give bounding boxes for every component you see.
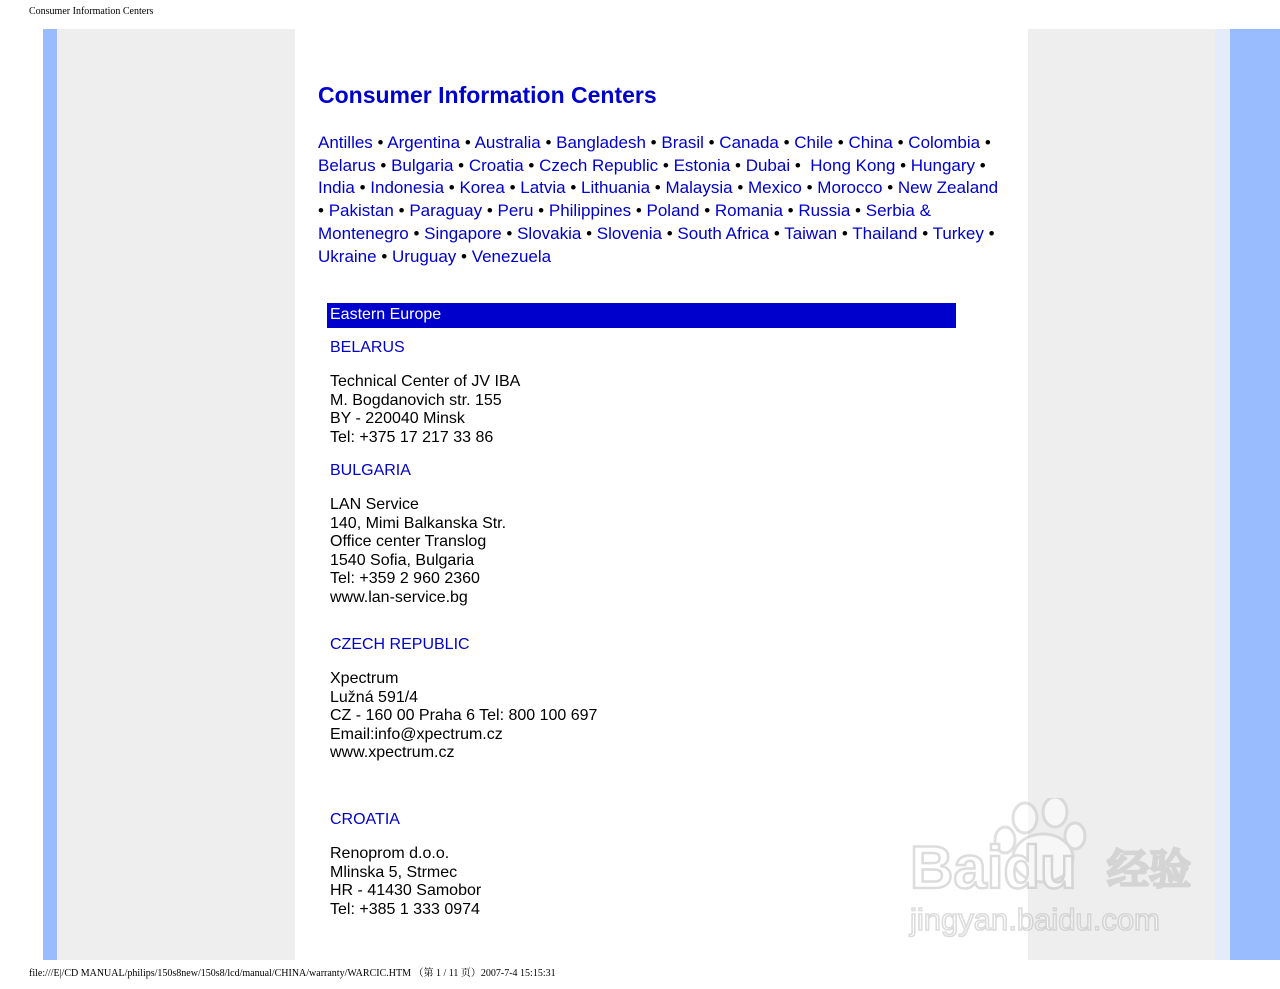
- country-link-poland[interactable]: Poland: [646, 201, 700, 221]
- address-block: [330, 373, 520, 447]
- country-link-canada[interactable]: Canada: [719, 133, 779, 152]
- separator: •: [545, 133, 552, 152]
- separator: •: [988, 223, 995, 243]
- left-gray-band: [57, 29, 295, 960]
- section-belarus: [330, 339, 520, 447]
- separator: •: [377, 133, 384, 152]
- separator: •: [448, 178, 455, 198]
- right-blue-band: [1230, 29, 1280, 960]
- separator: •: [464, 133, 471, 152]
- separator: •: [528, 155, 535, 175]
- country-link-bangladesh[interactable]: Bangladesh: [556, 133, 646, 152]
- country-link-australia[interactable]: Australia: [474, 133, 541, 152]
- country-link-pakistan[interactable]: Pakistan: [328, 201, 394, 221]
- country-link-thailand[interactable]: Thailand: [852, 223, 918, 243]
- country-link-new-zealand[interactable]: New Zealand: [897, 178, 999, 198]
- separator: •: [900, 155, 907, 175]
- left-blue-band: [43, 29, 57, 960]
- separator: •: [458, 155, 465, 175]
- watermark-cn: 经验: [1107, 845, 1192, 894]
- country-link-belarus[interactable]: Belarus: [318, 155, 376, 175]
- address-line: Office center Translog: [330, 533, 487, 551]
- country-link-colombia[interactable]: Colombia: [908, 133, 981, 152]
- separator: •: [708, 133, 715, 152]
- separator: •: [635, 201, 642, 221]
- separator: •: [380, 155, 387, 175]
- country-link-argentina[interactable]: Argentina: [387, 133, 461, 152]
- country-link-lithuania[interactable]: Lithuania: [581, 178, 651, 198]
- address-line: Mlinska 5, Strmec: [330, 863, 458, 881]
- address-line: Tel: +385 1 333 0974: [330, 900, 480, 918]
- separator: •: [783, 133, 790, 152]
- country-link-czech-republic[interactable]: Czech Republic: [539, 155, 659, 175]
- address-line: Lužná 591/4: [330, 688, 419, 706]
- country-link-morocco[interactable]: Morocco: [817, 178, 883, 198]
- country-link-estonia[interactable]: Estonia: [673, 155, 731, 175]
- separator: •: [461, 246, 467, 266]
- country-link-latvia[interactable]: Latvia: [520, 178, 566, 198]
- address-block: [330, 496, 506, 608]
- right-pale-band: [1215, 29, 1230, 960]
- country-link-romania[interactable]: Romania: [714, 201, 783, 221]
- country-link-peru[interactable]: Peru: [497, 201, 534, 221]
- section-heading: CROATIA: [330, 811, 400, 828]
- section-heading: CZECH REPUBLIC: [330, 636, 470, 653]
- section-czech-republic: [330, 636, 597, 763]
- separator: •: [855, 201, 861, 221]
- page-title: Consumer Information Centers: [318, 82, 657, 108]
- country-link-paraguay[interactable]: Paraguay: [409, 201, 483, 221]
- separator: •: [654, 178, 661, 198]
- watermark-brand: Baidu: [910, 834, 1077, 901]
- separator: •: [922, 223, 929, 243]
- separator: •: [586, 223, 593, 243]
- page-header-text: Consumer Information Centers: [29, 6, 154, 17]
- country-link-philippines[interactable]: Philippines: [548, 201, 632, 221]
- address-line: Renoprom d.o.o.: [330, 845, 450, 862]
- country-link-chile[interactable]: Chile: [794, 133, 834, 152]
- country-link-indonesia[interactable]: Indonesia: [370, 178, 445, 198]
- address-line: Xpectrum: [330, 670, 399, 687]
- separator: •: [841, 223, 848, 243]
- country-link-serbia[interactable]: Serbia &: [865, 201, 931, 221]
- section-heading: BELARUS: [330, 339, 405, 356]
- address-line: HR - 41430 Samobor: [330, 882, 482, 900]
- address-line: Email:info@xpectrum.cz: [330, 725, 503, 743]
- country-link-slovakia[interactable]: Slovakia: [517, 223, 582, 243]
- address-line: BY - 220040 Minsk: [330, 410, 465, 428]
- separator: •: [979, 155, 986, 175]
- address-block: [330, 670, 597, 763]
- separator: •: [794, 155, 801, 175]
- country-link-uruguay[interactable]: Uruguay: [392, 246, 457, 266]
- watermark-url: jingyan.baidu.com: [910, 902, 1160, 937]
- separator: •: [359, 178, 366, 198]
- country-link-india[interactable]: India: [318, 178, 355, 198]
- separator: •: [486, 201, 493, 221]
- separator: •: [398, 201, 405, 221]
- country-link-hungary[interactable]: Hungary: [910, 155, 976, 175]
- address-line: Tel: +359 2 960 2360: [330, 570, 480, 588]
- address-line: CZ - 160 00 Praha 6 Tel: 800 100 697: [330, 707, 598, 725]
- country-link-bulgaria[interactable]: Bulgaria: [391, 155, 454, 175]
- country-link-south-africa[interactable]: South Africa: [677, 223, 770, 243]
- separator: •: [737, 178, 744, 198]
- separator: •: [773, 223, 780, 243]
- address-line: 140, Mimi Balkanska Str.: [330, 514, 507, 532]
- country-link-singapore[interactable]: Singapore: [424, 223, 502, 243]
- separator: •: [318, 201, 324, 221]
- separator: •: [509, 178, 516, 198]
- separator: •: [704, 201, 711, 221]
- separator: •: [666, 223, 673, 243]
- country-link-taiwan[interactable]: Taiwan: [784, 223, 838, 243]
- country-link-dubai[interactable]: Dubai: [745, 155, 791, 175]
- country-link-montenegro[interactable]: Montenegro: [318, 223, 409, 243]
- country-link-ukraine[interactable]: Ukraine: [318, 246, 377, 266]
- country-link-brasil[interactable]: Brasil: [661, 133, 704, 152]
- country-link-china[interactable]: China: [848, 133, 893, 152]
- paw-toe-icon: [1043, 798, 1067, 827]
- country-link-turkey[interactable]: Turkey: [932, 223, 984, 243]
- country-link-venezuela[interactable]: Venezuela: [471, 246, 552, 266]
- section-heading: BULGARIA: [330, 462, 411, 479]
- address-line: M. Bogdanovich str. 155: [330, 391, 502, 409]
- region-header-eastern-europe: Eastern Europe: [327, 303, 956, 328]
- section-bulgaria: [330, 462, 506, 608]
- country-link-croatia[interactable]: Croatia: [468, 155, 524, 175]
- separator: •: [570, 178, 577, 198]
- separator: •: [887, 178, 894, 198]
- country-link-hong-kong[interactable]: Hong Kong: [810, 155, 896, 175]
- baidu-jingyan-watermark: [905, 798, 1205, 943]
- address-line: 1540 Sofia, Bulgaria: [330, 551, 475, 569]
- address-line: LAN Service: [330, 496, 419, 513]
- section-croatia: [330, 811, 481, 919]
- separator: •: [806, 178, 813, 198]
- separator: •: [650, 133, 657, 152]
- address-line: www.xpectrum.cz: [330, 744, 455, 762]
- separator: •: [897, 133, 904, 152]
- separator: •: [381, 246, 388, 266]
- separator: •: [662, 155, 669, 175]
- address-block: [330, 845, 481, 919]
- country-link-mexico[interactable]: Mexico: [748, 178, 802, 198]
- separator: •: [984, 133, 991, 152]
- separator: •: [506, 223, 513, 243]
- country-link-slovenia[interactable]: Slovenia: [596, 223, 662, 243]
- country-link-korea[interactable]: Korea: [459, 178, 505, 198]
- country-link-malaysia[interactable]: Malaysia: [665, 178, 733, 198]
- page-footer-text: file:///E|/CD MANUAL/philips/150s8new/150s8/lcd/manual/CHINA/warranty/WARCIC.HTM （第 1 / 11 页）2007-7-4 15:15:31: [29, 968, 556, 979]
- separator: •: [837, 133, 844, 152]
- address-line: Technical Center of JV IBA: [330, 373, 521, 390]
- paw-toe-icon: [1013, 803, 1037, 833]
- address-line: www.lan-service.bg: [330, 588, 468, 606]
- separator: •: [735, 155, 741, 175]
- separator: •: [413, 223, 420, 243]
- country-link-antilles[interactable]: Antilles: [318, 133, 373, 152]
- country-link-russia[interactable]: Russia: [798, 201, 851, 221]
- separator: •: [787, 201, 794, 221]
- country-index: [318, 132, 1008, 268]
- separator: •: [538, 201, 545, 221]
- address-line: Tel: +375 17 217 33 86: [330, 428, 494, 446]
